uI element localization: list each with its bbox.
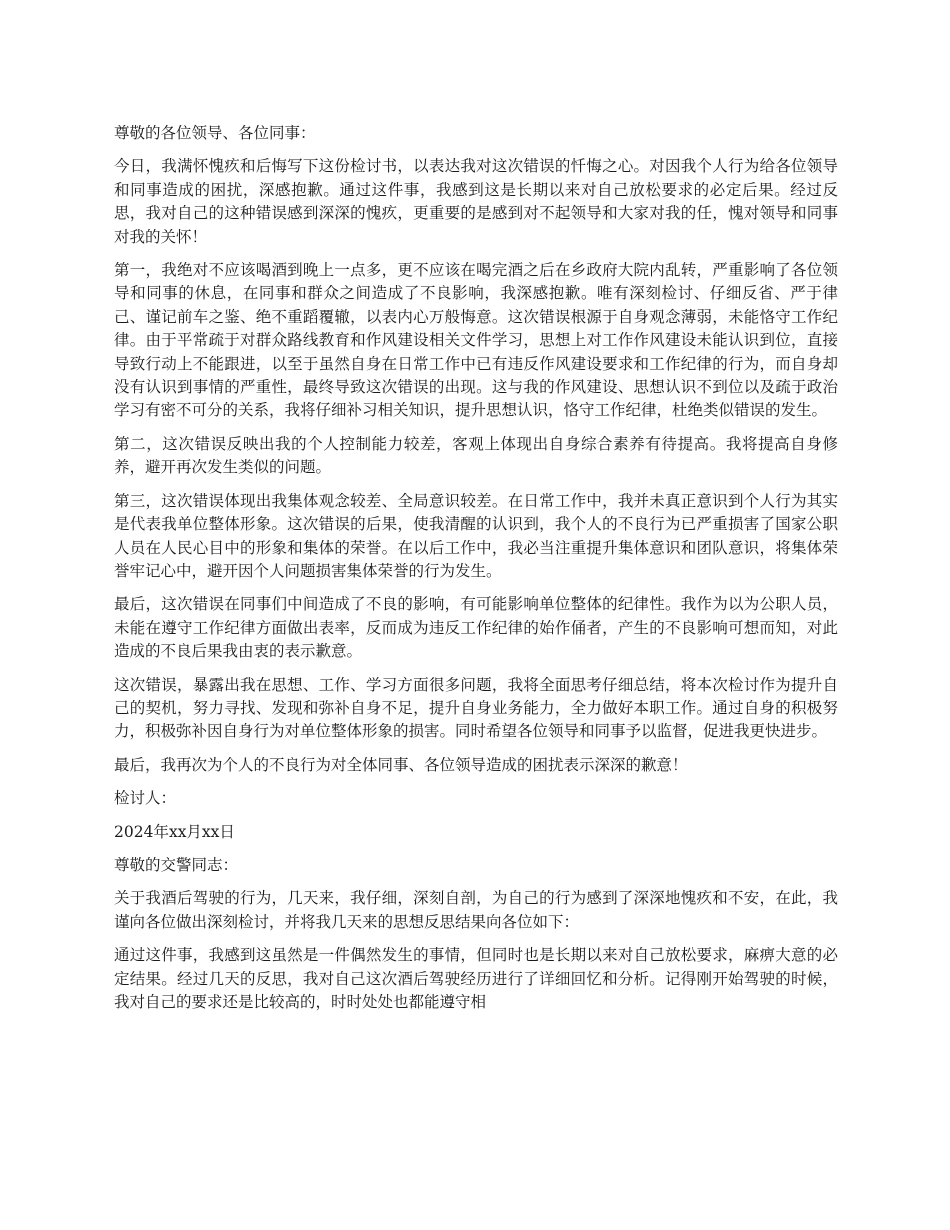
date-line: 2024年xx月xx日 bbox=[114, 822, 235, 841]
paragraph-drunk-driving-reflection: 通过这件事，我感到这虽然是一件偶然发生的事情，但同时也是长期以来对自己放松要求，麻痹大意的必定结果。经过几天的反思，我对自己这次酒后驾驶经历进行了详细回忆和分析。记得刚开始驾驶的时候，我对自己的要求还是比较高的，时时处处也都能遵守相 bbox=[114, 946, 838, 1011]
paragraph-first-point: 第一，我绝对不应该喝酒到晚上一点多，更不应该在喝完酒之后在乡政府大院内乱转，严重影响了各位领导和同事的休息，在同事和群众之间造成了不良影响，我深感抱歉。唯有深刻检讨、仔细反省、严于律己、谨记前车之鉴、绝不重蹈覆辙，以表内心万般悔意。这次错误根源于自身观念薄弱，未能恪守工作纪律。由于平常疏于对群众路线教育和作风建设相关文件学习，思想上对工作作风建设未能认识到位，直接导致行动上不能跟进，以至于虽然自身在日常工作中已有违反作风建设要求和工作纪律的行为，而自身却没有认识到事情的严重性，最终导致这次错误的出现。这与我的作风建设、思想认识不到位以及疏于政治学习有密不可分的关系，我将仔细补习相关知识，提升思想认识，恪守工作纪律，杜绝类似错误的发生。 bbox=[114, 261, 838, 420]
paragraph-intro: 今日，我满怀愧疚和后悔写下这份检讨书，以表达我对这次错误的忏悔之心。对因我个人行为给各位领导和同事造成的困扰，深感抱歉。通过这件事，我感到这是长期以来对自己放松要求的必定后果。经过反思，我对自己的这种错误感到深深的愧疚，更重要的是感到对不起领导和大家对我的任，愧对领导和同事对我的关怀！ bbox=[114, 157, 838, 246]
signature-label: 检讨人： bbox=[114, 789, 177, 808]
paragraph-finally-influence: 最后，这次错误在同事们中间造成了不良的影响，有可能影响单位整体的纪律性。我作为以为公职人员，未能在遵守工作纪律方面做出表率，反而成为违反工作纪律的始作俑者，产生的不良影响可想而知，对此造成的不良后果我由衷的表示歉意。 bbox=[114, 595, 838, 661]
salutation-traffic-police: 尊敬的交警同志： bbox=[114, 855, 239, 874]
paragraph-apology: 最后，我再次为个人的不良行为对全体同事、各位领导造成的困扰表示深深的歉意！ bbox=[114, 755, 688, 774]
paragraph-second-point: 第二，这次错误反映出我的个人控制能力较差，客观上体现出自身综合素养有待提高。我将提高自身修养，避开再次发生类似的问题。 bbox=[114, 434, 838, 477]
paragraph-reflection: 这次错误，暴露出我在思想、工作、学习方面很多问题，我将全面思考仔细总结，将本次检讨作为提升自己的契机，努力寻找、发现和弥补自身不足，提升自身业务能力，全力做好本职工作。通过自身的积极努力，积极弥补因自身行为对单位整体形象的损害。同时希望各位领导和同事予以监督，促进我更快进步。 bbox=[114, 675, 838, 741]
document-page bbox=[114, 122, 838, 1024]
paragraph-third-point: 第三，这次错误体现出我集体观念较差、全局意识较差。在日常工作中，我并未真正意识到个人行为其实是代表我单位整体形象。这次错误的后果，使我清醒的认识到，我个人的不良行为已严重损害了国家公职人员在人民心目中的形象和集体的荣誉。在以后工作中，我必当注重提升集体意识和团队意识，将集体荣誉牢记心中，避开因个人问题损害集体荣誉的行为发生。 bbox=[114, 491, 838, 580]
salutation-leaders: 尊敬的各位领导、各位同事： bbox=[114, 124, 316, 142]
paragraph-drunk-driving-intro: 关于我酒后驾驶的行为，几天来，我仔细，深刻自剖，为自己的行为感到了深深地愧疚和不安，在此，我谨向各位做出深刻检讨，并将我几天来的思想反思结果向各位如下： bbox=[114, 889, 838, 931]
